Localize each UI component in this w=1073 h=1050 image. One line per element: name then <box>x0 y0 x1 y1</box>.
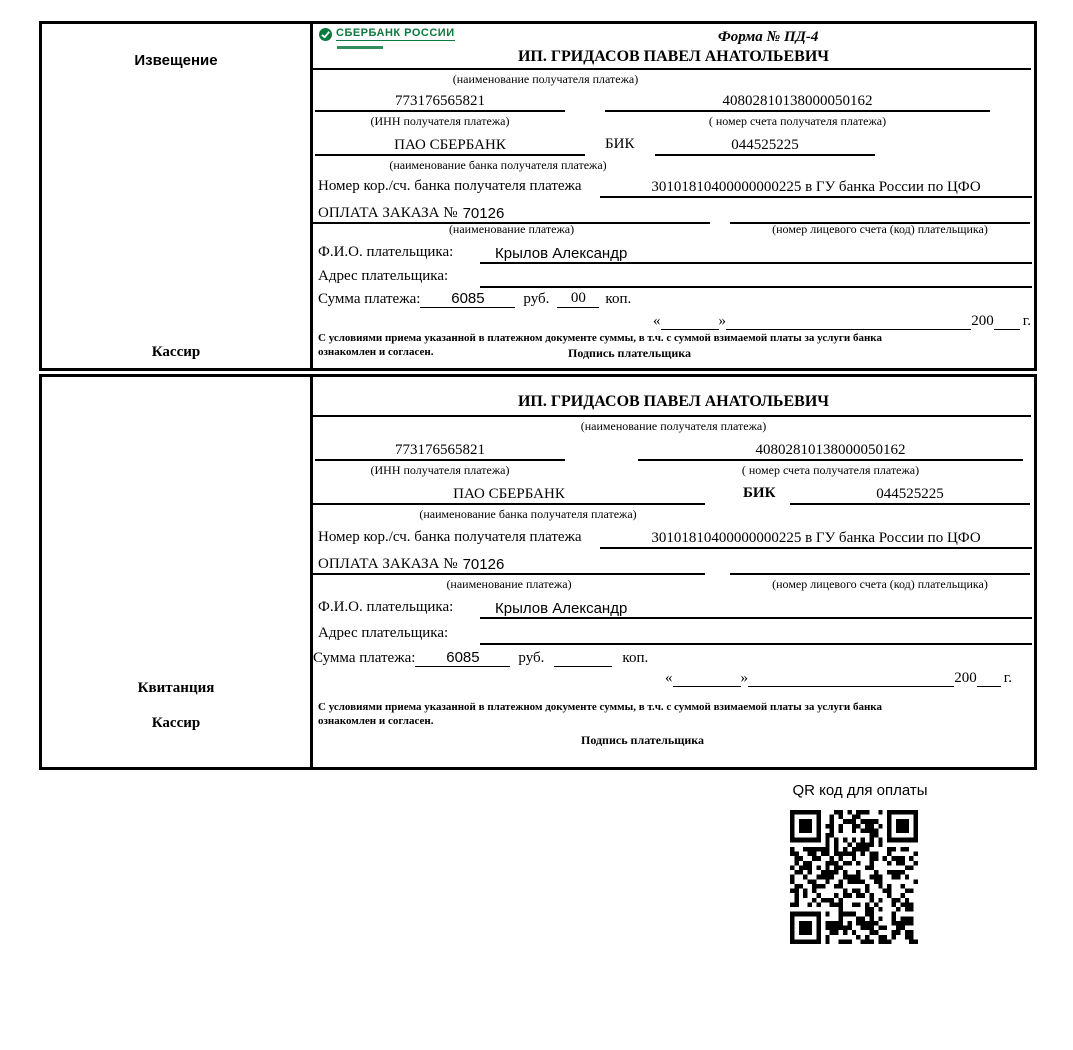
sberbank-logo <box>319 27 455 41</box>
sum-kop-field <box>554 666 612 667</box>
inn-value: 773176565821 <box>395 93 485 109</box>
kop-label: коп. <box>622 650 649 666</box>
inn-field <box>315 86 565 112</box>
date-year-suffix: г. <box>1003 670 1012 686</box>
signature-label: Подпись плательщика <box>568 346 691 360</box>
terms-line2: ознакомлен и согласен. <box>318 346 434 358</box>
inn-value: 773176565821 <box>395 442 485 458</box>
notice-section <box>39 21 1037 371</box>
separator-line <box>313 68 1031 70</box>
receipt-side-label: Квитанция <box>137 680 215 696</box>
sum-kop-field <box>557 290 599 308</box>
account-value: 40802810138000050162 <box>755 442 906 458</box>
terms-line1: С условиями приема указанной в платежном документе суммы, в т.ч. с суммой взимаемой платы за услуги банка <box>318 701 882 713</box>
date-year-field <box>977 665 1001 687</box>
payer-address-label: Адрес плательщика: <box>318 625 449 641</box>
recipient-caption: (наименование получателя платежа) <box>452 72 639 86</box>
sum-kop-value: 00 <box>570 290 586 306</box>
notice-body <box>313 24 1034 368</box>
corr-account-value: 30101810400000000225 в ГУ банка России по ЦФО <box>651 530 981 546</box>
sum-rub-field <box>420 290 515 308</box>
date-year-suffix: г. <box>1022 313 1031 329</box>
receipt-cashier-label: Кассир <box>151 715 201 731</box>
sberbank-logo-icon <box>319 28 332 41</box>
form-number-label: Форма № ПД-4 <box>718 29 819 45</box>
date-row <box>665 665 1012 687</box>
receipt-left-column <box>42 377 313 767</box>
date-year-prefix: 200 <box>954 670 977 686</box>
date-day-field <box>661 308 719 330</box>
bik-label: БИК <box>605 136 635 152</box>
payment-purpose-label: ОПЛАТА ЗАКАЗА № <box>318 556 458 572</box>
personal-account-caption: (номер лицевого счета (код) плательщика) <box>772 577 988 591</box>
payer-address-label: Адрес плательщика: <box>318 268 449 284</box>
payment-purpose-field <box>313 549 705 575</box>
account-caption: ( номер счета получателя платежа) <box>741 463 920 477</box>
sberbank-logo-text: СБЕРБАНК РОССИИ <box>336 27 455 39</box>
payer-name-field <box>480 593 1032 619</box>
recipient-name: ИП. ГРИДАСОВ ПАВЕЛ АНАТОЛЬЕВИЧ <box>517 48 830 65</box>
payer-name-label: Ф.И.О. плательщика: <box>318 244 454 260</box>
date-quote-close: » <box>740 670 748 686</box>
account-caption: ( номер счета получателя платежа) <box>708 114 887 128</box>
payer-name-field <box>480 238 1032 264</box>
bank-name-value: ПАО СБЕРБАНК <box>453 486 565 502</box>
payer-name-value: Крылов Александр <box>495 600 628 617</box>
kop-label: коп. <box>605 291 632 307</box>
date-month-field <box>748 665 954 687</box>
personal-account-caption: (номер лицевого счета (код) плательщика) <box>772 222 988 236</box>
payer-name-label: Ф.И.О. плательщика: <box>318 599 454 615</box>
payment-caption: (наименование платежа) <box>448 222 575 236</box>
bik-label: БИК <box>743 485 776 501</box>
payment-purpose-field <box>313 198 710 224</box>
corr-account-value: 30101810400000000225 в ГУ банка России по ЦФО <box>651 179 981 195</box>
recipient-caption: (наименование получателя платежа) <box>580 419 767 433</box>
order-number-value: 70126 <box>462 556 505 573</box>
corr-account-field <box>600 523 1032 549</box>
terms-line1: С условиями приема указанной в платежном документе суммы, в т.ч. с суммой взимаемой платы за услуги банка <box>318 332 882 344</box>
notice-side-label: Извещение <box>134 52 218 69</box>
corr-account-label: Номер кор./сч. банка получателя платежа <box>318 178 582 194</box>
sum-rub-value: 6085 <box>446 649 480 666</box>
date-year-prefix: 200 <box>971 313 994 329</box>
account-field <box>605 86 990 112</box>
payment-purpose-label: ОПЛАТА ЗАКАЗА № <box>318 205 458 221</box>
account-field <box>638 435 1023 461</box>
payer-name-value: Крылов Александр <box>495 245 628 262</box>
date-year-field <box>994 308 1020 330</box>
date-day-field <box>673 665 741 687</box>
personal-account-field <box>730 549 1030 575</box>
date-month-field <box>726 308 971 330</box>
qr-code <box>790 810 918 944</box>
rub-label: руб. <box>518 650 545 666</box>
payment-caption: (наименование платежа) <box>446 577 572 591</box>
bik-value: 044525225 <box>876 486 944 502</box>
inn-field <box>315 435 565 461</box>
bik-field <box>655 130 875 156</box>
recipient-name: ИП. ГРИДАСОВ ПАВЕЛ АНАТОЛЬЕВИЧ <box>517 393 830 410</box>
sum-label: Сумма платежа: <box>313 650 416 666</box>
date-row <box>653 308 1031 330</box>
sum-row <box>318 284 631 308</box>
rub-label: руб. <box>523 291 550 307</box>
bik-value: 044525225 <box>731 137 799 153</box>
date-quote-open: « <box>653 313 661 329</box>
bank-name-value: ПАО СБЕРБАНК <box>394 137 506 153</box>
sum-row <box>313 643 648 667</box>
date-quote-close: » <box>718 313 726 329</box>
signature-label: Подпись плательщика <box>581 733 704 747</box>
bik-field <box>790 479 1030 505</box>
date-quote-open: « <box>665 670 673 686</box>
corr-account-label: Номер кор./сч. банка получателя платежа <box>318 529 582 545</box>
payer-address-field <box>480 619 1032 645</box>
sum-rub-value: 6085 <box>451 290 485 307</box>
notice-cashier-label: Кассир <box>151 344 201 360</box>
inn-caption: (ИНН получателя платежа) <box>370 463 510 477</box>
order-number-value: 70126 <box>462 205 505 222</box>
terms-line2: ознакомлен и согласен. <box>318 715 434 727</box>
bank-name-field <box>313 479 705 505</box>
separator-line <box>313 415 1031 417</box>
personal-account-field <box>730 198 1030 224</box>
bank-caption: (наименование банка получателя платежа) <box>419 507 637 521</box>
receipt-body <box>313 377 1034 767</box>
receipt-section <box>39 374 1037 770</box>
corr-account-field <box>600 172 1032 198</box>
bank-caption: (наименование банка получателя платежа) <box>389 158 607 172</box>
sum-rub-field <box>415 649 510 667</box>
bank-name-field <box>315 130 585 156</box>
sum-label: Сумма платежа: <box>318 291 421 307</box>
notice-left-column <box>42 24 313 368</box>
qr-title: QR код для оплаты <box>792 782 928 799</box>
inn-caption: (ИНН получателя платежа) <box>370 114 510 128</box>
account-value: 40802810138000050162 <box>722 93 873 109</box>
